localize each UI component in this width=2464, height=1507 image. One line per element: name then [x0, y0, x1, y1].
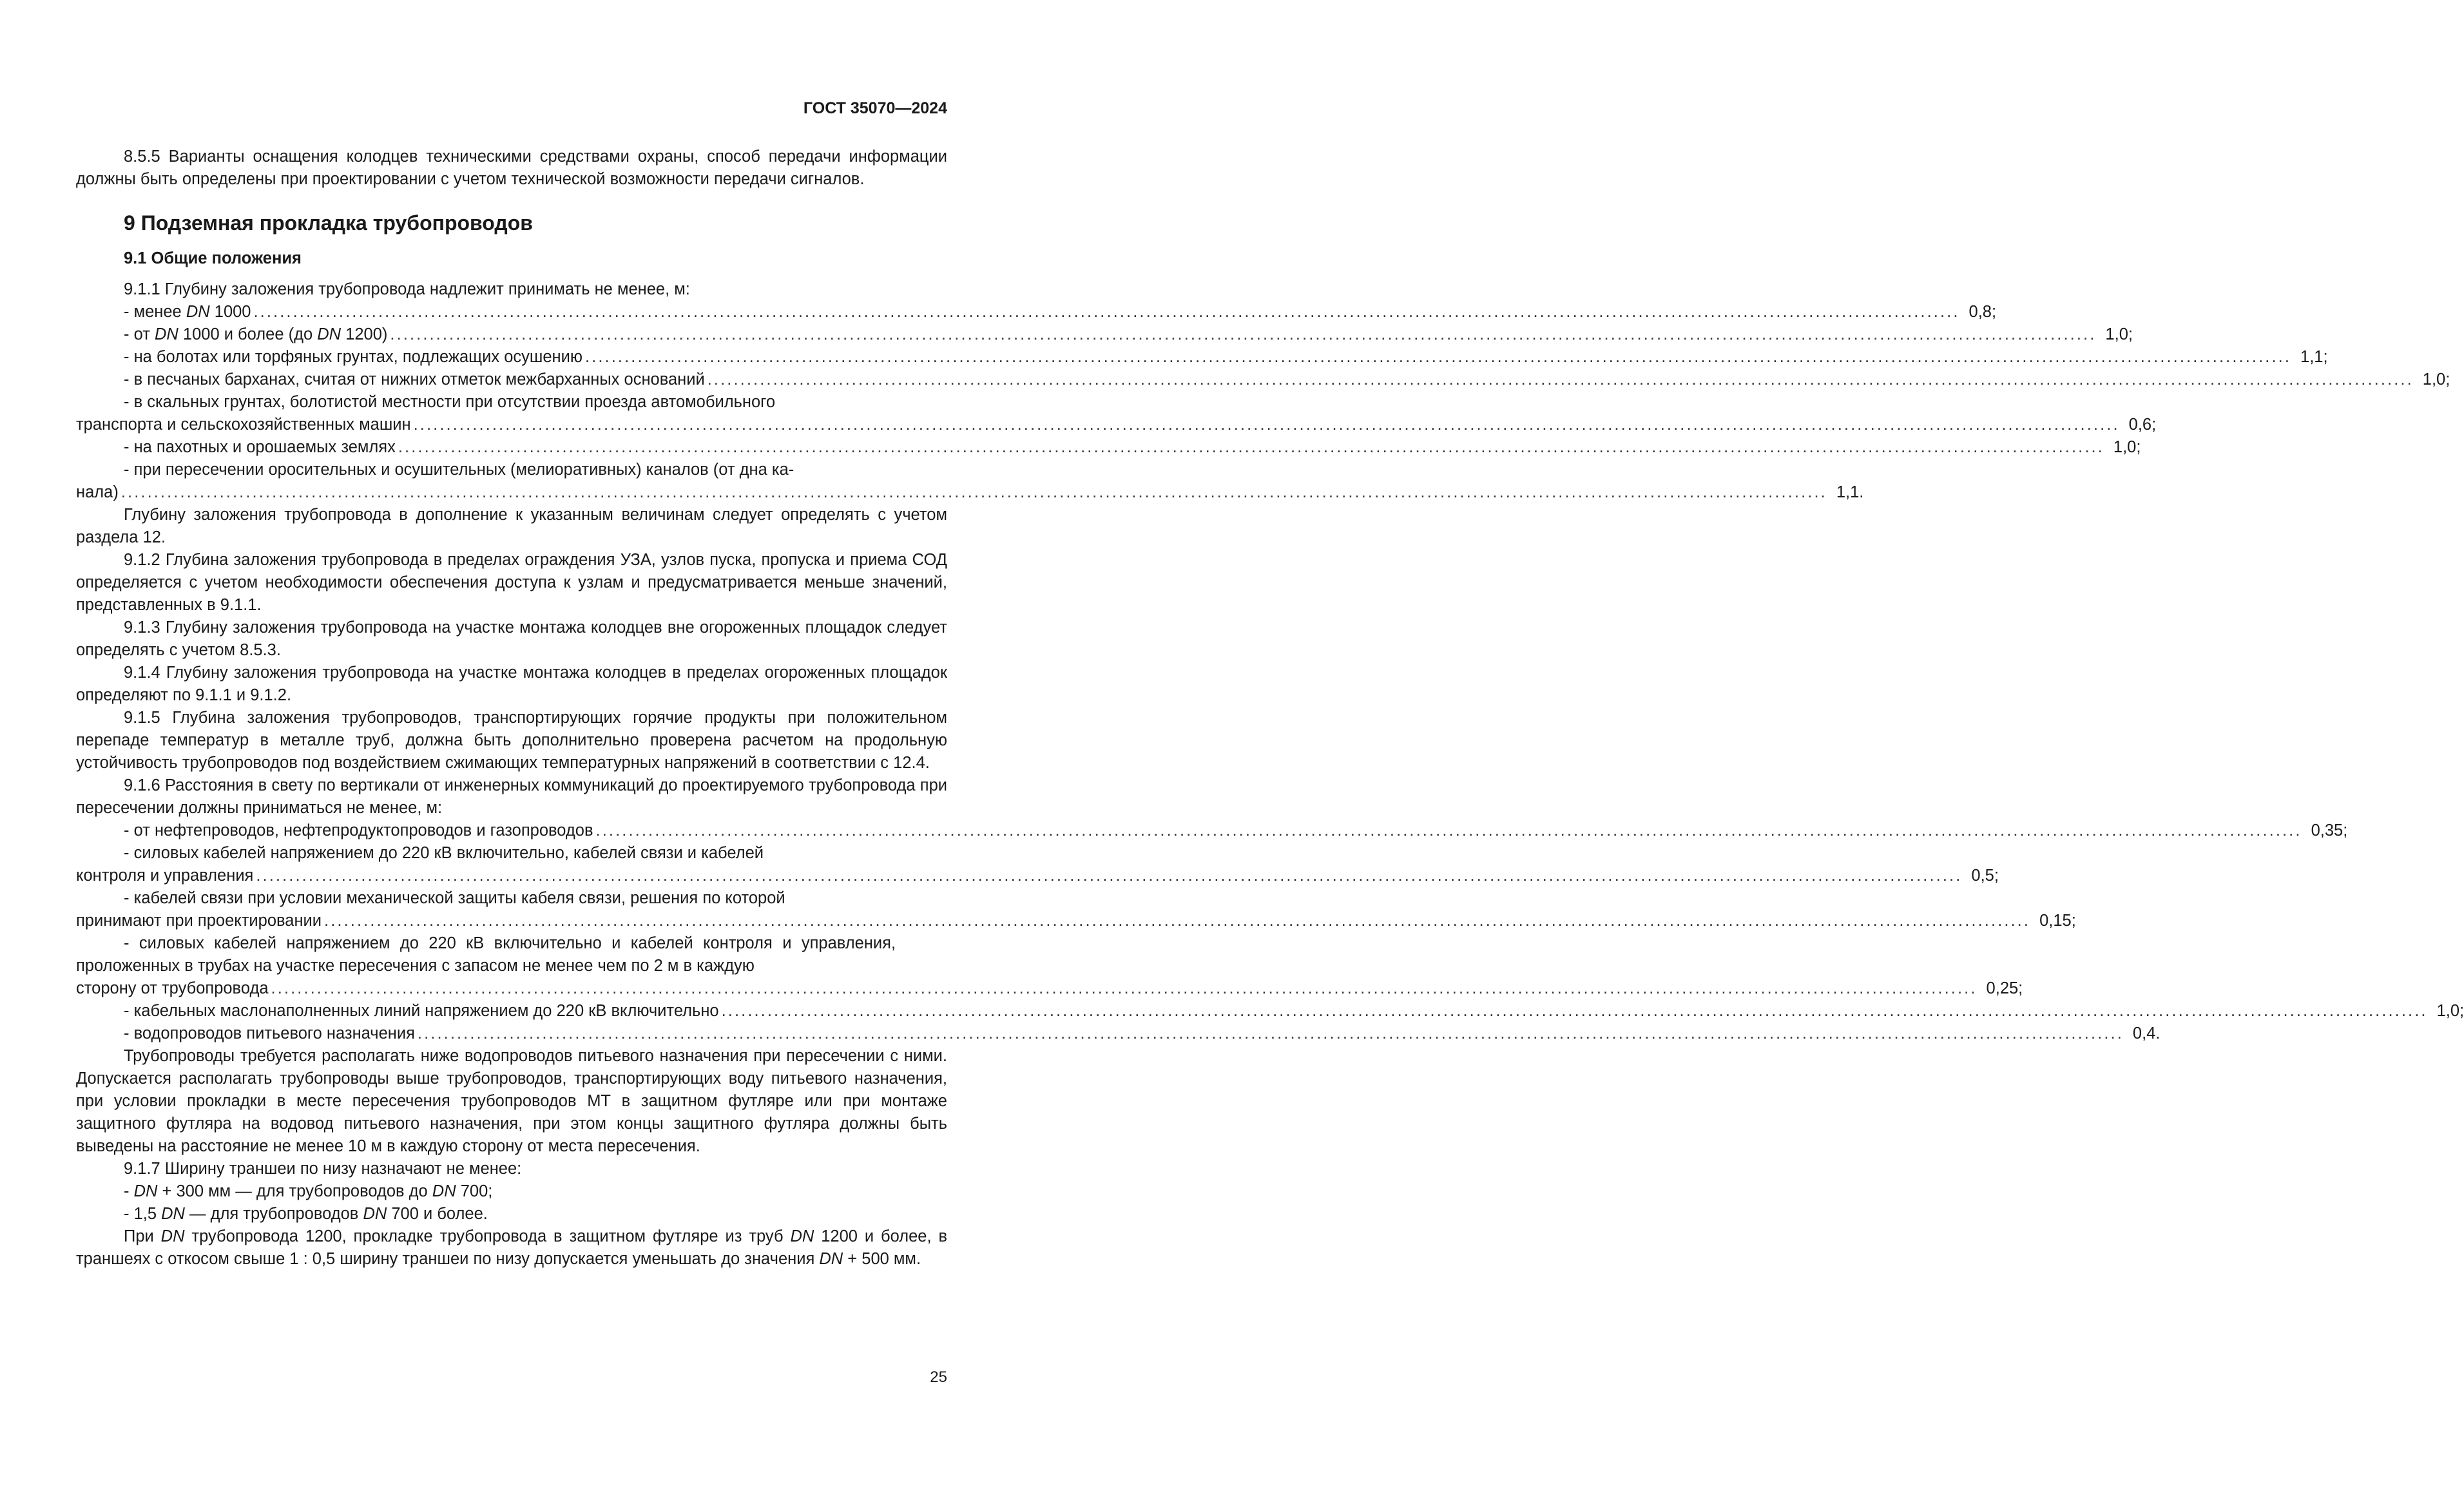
- depth-item-1: - менее DN 1000 .................................................................................................................................................................................................................................................................... 0,8;: [76, 301, 947, 323]
- depth-value: 1,1;: [2300, 348, 2328, 366]
- paragraph-9-1-6-after: Трубопроводы требуется располагать ниже водопроводов питьевого назначения при пересечении с ними. Допускается располагать трубопроводы выше трубопроводов, транспортирующих воду питьевого назначения, при условии прокладки в месте пересечения трубопроводов МТ в защитном футляре или при монтаже защитного футляра на водовод питьевого назначения, при этом концы защитного футляра должны быть выведены на расстояние не менее 10 м в каждую сторону от места пересечения.: [76, 1047, 947, 1155]
- distance-item-3: - кабелей связи при условии механической защиты кабеля связи, решения по которой принимают при проектировании .................................................................................................................................................................................................................................................................... 0,15;: [76, 887, 947, 932]
- paragraph-9-1-7-intro: 9.1.7 Ширину траншеи по низу назначают не менее:: [124, 1160, 522, 1178]
- distance-item-2: - силовых кабелей напряжением до 220 кВ включительно, кабелей связи и кабелей контроля и управления .................................................................................................................................................................................................................................................................... 0,5;: [76, 842, 947, 887]
- depth-value: 1,0;: [2113, 438, 2141, 456]
- leader-dots: ....................................................................................................................................................................................................................................................................: [253, 303, 1960, 321]
- depth-value: 1,0;: [2105, 325, 2133, 343]
- leader-dots: ....................................................................................................................................................................................................................................................................: [721, 1002, 2428, 1020]
- paragraph-9-1-7-after: При DN трубопровода 1200, прокладке трубопровода в защитном футляре из труб DN 1200 и более, в траншеях с откосом свыше 1 : 0,5 ширину траншеи по низу допускается уменьшать до значения DN + 500 мм.: [76, 1227, 947, 1268]
- document-page: [76, 0, 2464, 1507]
- document-code: ГОСТ 35070—2024: [803, 99, 947, 117]
- distance-item-5: - кабельных маслонаполненных линий напряжением до 220 кВ включительно .................................................................................................................................................................................................................................................................... 1,0;: [76, 1000, 947, 1022]
- leader-dots: ....................................................................................................................................................................................................................................................................: [271, 979, 1978, 997]
- distance-value: 0,5;: [1971, 867, 1999, 885]
- distance-value: 0,15;: [2039, 912, 2076, 930]
- paragraph-9-1-4: 9.1.4 Глубину заложения трубопровода на участке монтажа колодцев в пределах огороженных площадок определяют по 9.1.1 и 9.1.2.: [76, 664, 947, 704]
- distance-item-6: - водопроводов питьевого назначения .................................................................................................................................................................................................................................................................... 0,4.: [76, 1022, 947, 1045]
- paragraph-9-1-1-intro: 9.1.1 Глубину заложения трубопровода надлежит принимать не менее, м:: [124, 280, 690, 298]
- leader-dots: ....................................................................................................................................................................................................................................................................: [417, 1024, 2124, 1042]
- distance-item-4: - силовых кабелей напряжением до 220 кВ включительно и кабелей контроля и управления, проложенных в трубах на участке пересечения с запасом не менее чем по 2 м в каждую сторону от трубопровода .................................................................................................................................................................................................................................................................... 0,25;: [76, 932, 947, 1000]
- depth-value: 0,6;: [2128, 416, 2157, 434]
- section-heading-9: 9 Подземная прокладка трубопроводов: [124, 211, 533, 235]
- subsection-heading-9-1: 9.1 Общие положения: [124, 249, 302, 267]
- depth-value: 1,0;: [2422, 370, 2450, 389]
- leader-dots: ....................................................................................................................................................................................................................................................................: [584, 348, 2292, 366]
- depth-item-7: - при пересечении оросительных и осушительных (мелиоративных) каналов (от дна ка- нала) .................................................................................................................................................................................................................................................................... 1,1.: [76, 459, 947, 504]
- distance-value: 1,0;: [2436, 1002, 2464, 1020]
- leader-dots: ....................................................................................................................................................................................................................................................................: [413, 416, 2120, 434]
- depth-value: 0,8;: [1968, 303, 1997, 321]
- paragraph-9-1-2: 9.1.2 Глубина заложения трубопровода в пределах ограждения УЗА, узлов пуска, пропуска и приема СОД определяется с учетом необходимости обеспечения доступа к узлам и предусматривается меньше значений, представленных в 9.1.1.: [76, 551, 947, 614]
- depth-item-3: - на болотах или торфяных грунтах, подлежащих осушению .................................................................................................................................................................................................................................................................... 1,1;: [76, 346, 947, 369]
- leader-dots: ....................................................................................................................................................................................................................................................................: [324, 912, 2031, 930]
- paragraph-9-1-5: 9.1.5 Глубина заложения трубопроводов, транспортирующих горячие продукты при положительном перепаде температур в металле труб, должна быть дополнительно проверена расчетом на продольную устойчивость трубопроводов под воздействием сжимающих температурных напряжений в соответствии с 12.4.: [76, 709, 947, 772]
- leader-dots: ....................................................................................................................................................................................................................................................................: [256, 867, 1963, 885]
- width-item-1: - DN + 300 мм — для трубопроводов до DN 700;: [124, 1182, 493, 1200]
- width-item-2: - 1,5 DN — для трубопроводов DN 700 и более.: [124, 1205, 488, 1223]
- distance-value: 0,25;: [1986, 979, 2023, 997]
- depth-item-5: - в скальных грунтах, болотистой местности при отсутствии проезда автомобильного транспорта и сельскохозяйственных машин .................................................................................................................................................................................................................................................................... 0,6;: [76, 391, 947, 436]
- page-number: 25: [930, 1368, 947, 1386]
- paragraph-8-5-5: 8.5.5 Варианты оснащения колодцев техническими средствами охраны, способ передачи информации должны быть определены при проектировании с учетом технической возможности передачи сигналов.: [76, 148, 947, 188]
- distance-value: 0,35;: [2311, 821, 2348, 840]
- depth-item-6: - на пахотных и орошаемых землях .................................................................................................................................................................................................................................................................... 1,0;: [76, 436, 947, 459]
- leader-dots: ....................................................................................................................................................................................................................................................................: [398, 438, 2104, 456]
- depth-item-2: - от DN 1000 и более (до DN 1200) .................................................................................................................................................................................................................................................................... 1,0;: [76, 323, 947, 346]
- paragraph-9-1-3: 9.1.3 Глубину заложения трубопровода на участке монтажа колодцев вне огороженных площадок следует определять с учетом 8.5.3.: [76, 619, 947, 659]
- depth-value: 1,1.: [1836, 483, 1864, 501]
- leader-dots: ....................................................................................................................................................................................................................................................................: [390, 325, 2097, 343]
- leader-dots: ....................................................................................................................................................................................................................................................................: [707, 370, 2414, 389]
- distance-value: 0,4.: [2132, 1024, 2161, 1042]
- leader-dots: ....................................................................................................................................................................................................................................................................: [595, 821, 2302, 840]
- document-body: [76, 146, 2464, 1271]
- depth-item-4: - в песчаных барханах, считая от нижних отметок межбарханных оснований .................................................................................................................................................................................................................................................................... 1,0;: [76, 369, 947, 391]
- paragraph-9-1-6-intro: 9.1.6 Расстояния в свету по вертикали от инженерных коммуникаций до проектируемого трубопровода при пересечении должны приниматься не менее, м:: [76, 776, 947, 817]
- distance-item-1: - от нефтепроводов, нефтепродуктопроводов и газопроводов .................................................................................................................................................................................................................................................................... 0,35;: [76, 820, 947, 842]
- paragraph-9-1-1-after: Глубину заложения трубопровода в дополнение к указанным величинам следует определять с учетом раздела 12.: [76, 506, 947, 546]
- leader-dots: ....................................................................................................................................................................................................................................................................: [120, 483, 1827, 501]
